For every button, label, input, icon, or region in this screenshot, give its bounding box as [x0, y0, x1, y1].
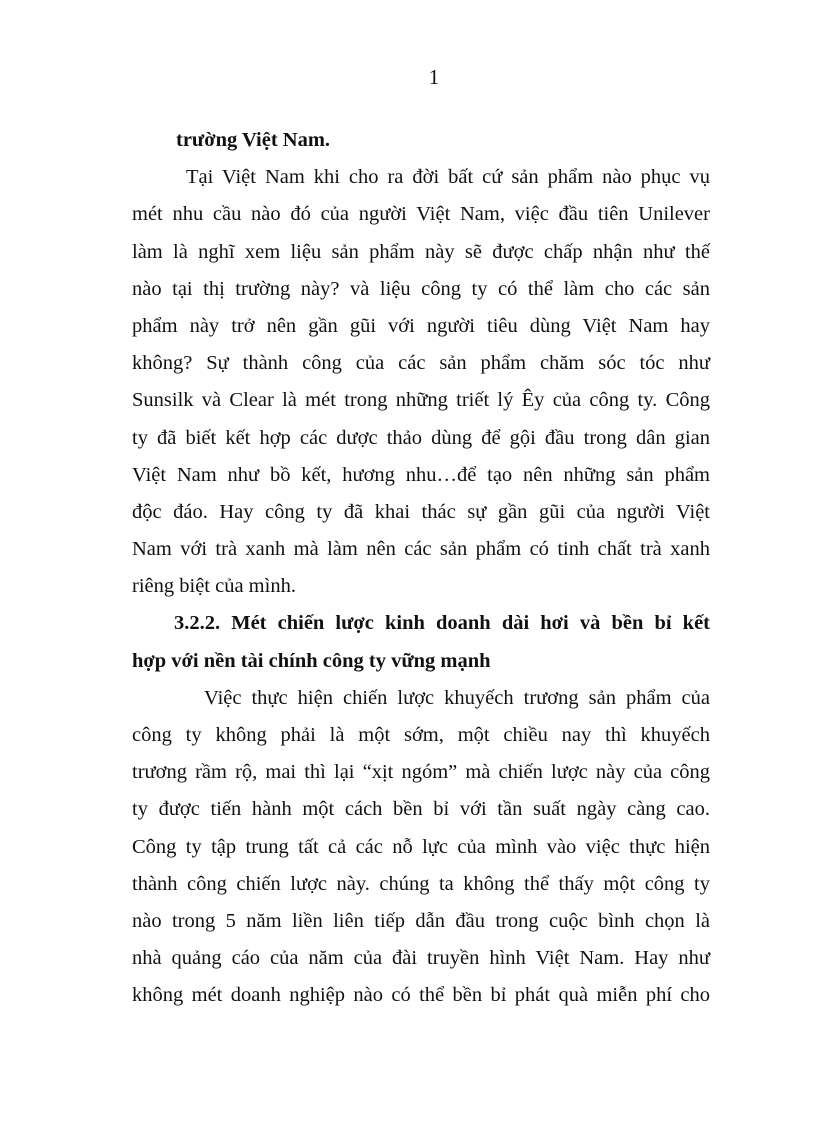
text-line: ty được tiến hành một cách bền bỉ với tần suất ngày càng cao. — [132, 798, 710, 821]
text-line: Sunsilk và Clear là mét trong những triết lý Êy của công ty. Công — [132, 389, 710, 412]
text-line: Việt Nam như bồ kết, hương nhu…để tạo nên những sản phẩm — [132, 463, 710, 486]
text-line: ty đã biết kết hợp các dược thảo dùng để gội đầu trong dân gian — [132, 426, 710, 449]
page-number: 1 — [428, 65, 440, 89]
section-heading: hợp với nền tài chính công ty vững mạnh — [132, 649, 491, 672]
text-line: nhà quảng cáo của năm của đài truyền hình Việt Nam. Hay như — [132, 947, 710, 970]
section-heading: 3.2.2. Mét chiến lược kinh doanh dài hơi và bền bỉ kết — [174, 612, 710, 635]
text-line: trường Việt Nam. — [176, 129, 331, 151]
text-line: không mét doanh nghiệp nào có thể bền bỉ phát quà miễn phí cho — [132, 984, 710, 1007]
text-line: công ty không phải là một sớm, một chiều nay thì khuyếch — [132, 724, 710, 746]
text-line: độc đáo. Hay công ty đã khai thác sự gần gũi của người Việt — [132, 500, 710, 523]
text-line: Việc thực hiện chiến lược khuyếch trương sản phẩm của — [204, 686, 710, 709]
text-line: thành công chiến lược này. chúng ta không thể thấy một công ty — [132, 872, 710, 895]
text-line: Tại Việt Nam khi cho ra đời bất cứ sản phẩm nào phục vụ — [186, 166, 710, 189]
document-body — [132, 122, 710, 1015]
text-line: phẩm này trở nên gần gũi với người tiêu dùng Việt Nam hay — [132, 314, 710, 337]
text-line: không? Sự thành công của các sản phẩm chăm sóc tóc như — [132, 352, 710, 375]
text-line: nào trong 5 năm liền liên tiếp dẫn đầu trong cuộc bình chọn là — [132, 909, 710, 932]
text-line: làm là nghĩ xem liệu sản phẩm này sẽ được chấp nhận như thế — [132, 240, 710, 263]
text-line: trương rầm rộ, mai thì lại “xịt ngóm” mà chiến lược này của công — [132, 761, 710, 784]
text-line: Nam với trà xanh mà làm nên các sản phẩm có tinh chất trà xanh — [132, 538, 710, 561]
text-line: nào tại thị trường này? và liệu công ty có thể làm cho các sản — [132, 277, 710, 300]
text-line: mét nhu cầu nào đó của người Việt Nam, việc đầu tiên Unilever — [132, 203, 710, 226]
text-line: riêng biệt của mình. — [132, 575, 296, 598]
text-line: Công ty tập trung tất cả các nỗ lực của mình vào việc thực hiện — [132, 835, 710, 858]
